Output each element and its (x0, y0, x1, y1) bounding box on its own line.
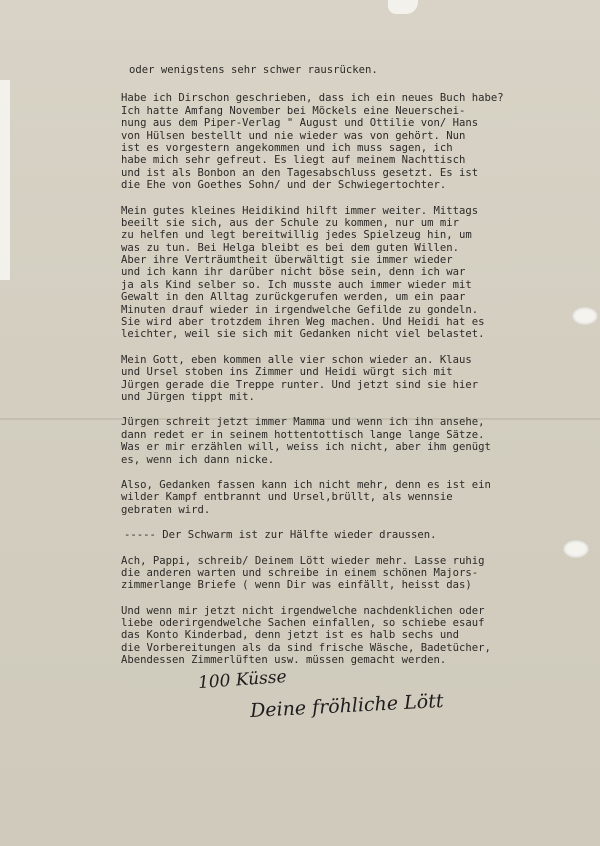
paragraphs (121, 92, 581, 666)
text-line: habe mich sehr gefreut. Es liegt auf meinem Nachttisch (121, 154, 466, 167)
text-line: Jürgen schreit jetzt immer Mamma und wenn ich ihn ansehe, (121, 416, 485, 429)
text-line: ----- Der Schwarm ist zur Hälfte wieder draussen. (124, 529, 437, 542)
text-line: was zu tun. Bei Helga bleibt es bei dem guten Willen. (121, 241, 460, 254)
text-line: die anderen warten und schreibe in einem schönen Majors- (121, 566, 479, 579)
text-line: die Ehe von Goethes Sohn/ und der Schwiegertochter. (121, 179, 447, 192)
handwritten-closing: 100 Küsse (197, 666, 288, 694)
text-line: Also, Gedanken fassen kann ich nicht mehr, denn es ist ein (121, 478, 491, 491)
text-line: und Ursel stoben ins Zimmer und Heidi würgt sich mit (121, 366, 453, 379)
text-line: zu helfen und legt bereitwillig jedes Spielzeug hin, um (121, 229, 472, 242)
text-line: Gewalt in den Alltag zurückgerufen werden, um ein paar (121, 291, 466, 304)
text-line: Sie wird aber trotzdem ihren Weg machen. Und Heidi hat es (121, 316, 485, 329)
paragraph (121, 92, 581, 191)
text-line: ist es vorgestern angekommen und ich muss sagen, ich (121, 141, 453, 154)
text-line: dann redet er in seinem hottentottisch lange lange Sätze. (121, 428, 485, 441)
text-line: leichter, weil sie sich mit Gedanken nicht viel belastet. (121, 328, 485, 341)
paragraph (121, 479, 581, 516)
text-line: es, wenn ich dann nicke. (121, 453, 275, 466)
text-line: und ich kann ihr darüber nicht böse sein, denn ich war (121, 266, 466, 279)
paragraph (121, 205, 581, 341)
torn-top-notch (388, 0, 418, 14)
opening-line (129, 64, 581, 76)
text-line: Abendessen Zimmerlüften usw. müssen gemacht werden. (121, 654, 447, 667)
text-line: Minuten drauf wieder in irgendwelche Gefilde zu gondeln. (121, 303, 479, 316)
text-line: Jürgen gerade die Treppe runter. Und jetzt sind sie hier (121, 378, 479, 391)
text-line: Habe ich Dirschon geschrieben, dass ich ein neues Buch habe? (121, 92, 504, 105)
text-line: Mein Gott, eben kommen alle vier schon wieder an. Klaus (121, 353, 472, 366)
text-line: beeilt sie sich, aus der Schule zu kommen, nur um mir (121, 216, 460, 229)
handwritten-signature: Deine fröhliche Lött (249, 689, 444, 723)
text-line: gebraten wird. (121, 503, 211, 516)
text-line: und ist als Bonbon an den Tagesabschluss gesetzt. Es ist (121, 166, 479, 179)
text-line: von Hülsen bestellt und nie wieder was von gehört. Nun (121, 129, 466, 142)
paragraph (121, 555, 581, 592)
text-line: Was er mir erzählen will, weiss ich nicht, aber ihm genügt (121, 441, 491, 454)
text-line: Ach, Pappi, schreib/ Deinem Lött wieder mehr. Lasse ruhig (121, 554, 485, 567)
text-line: nung aus dem Piper-Verlag " August und Ottilie von/ Hans (121, 117, 479, 130)
text-line: ja als Kind selber so. Ich musste auch immer wieder mit (121, 278, 472, 291)
text-line: das Konto Kinderbad, denn jetzt ist es halb sechs und (121, 629, 460, 642)
text-line: Aber ihre Verträumtheit überwältigt sie immer wieder (121, 254, 453, 267)
text-line: Ich hatte Amfang November bei Möckels eine Neuerschei- (121, 104, 466, 117)
paragraph (121, 416, 581, 466)
text-line: und Jürgen tippt mit. (121, 390, 255, 403)
divider-paragraph (124, 529, 581, 541)
text-line: Mein gutes kleines Heidikind hilft immer weiter. Mittags (121, 204, 479, 217)
text-line: zimmerlange Briefe ( wenn Dir was einfällt, heisst das) (121, 579, 472, 592)
text-line: oder wenigstens sehr schwer rausrücken. (129, 64, 378, 76)
typewritten-body (121, 64, 581, 680)
torn-left-edge (0, 80, 10, 280)
text-line: liebe oderirgendwelche Sachen einfallen, so schiebe esauf (121, 617, 485, 630)
text-line: Und wenn mir jetzt nicht irgendwelche nachdenklichen oder (121, 604, 485, 617)
text-line: wilder Kampf entbrannt und Ursel,brüllt, als wennsie (121, 491, 453, 504)
paragraph (121, 605, 581, 667)
text-line: die Vorbereitungen als da sind frische Wäsche, Badetücher, (121, 641, 491, 654)
paragraph (121, 354, 581, 404)
